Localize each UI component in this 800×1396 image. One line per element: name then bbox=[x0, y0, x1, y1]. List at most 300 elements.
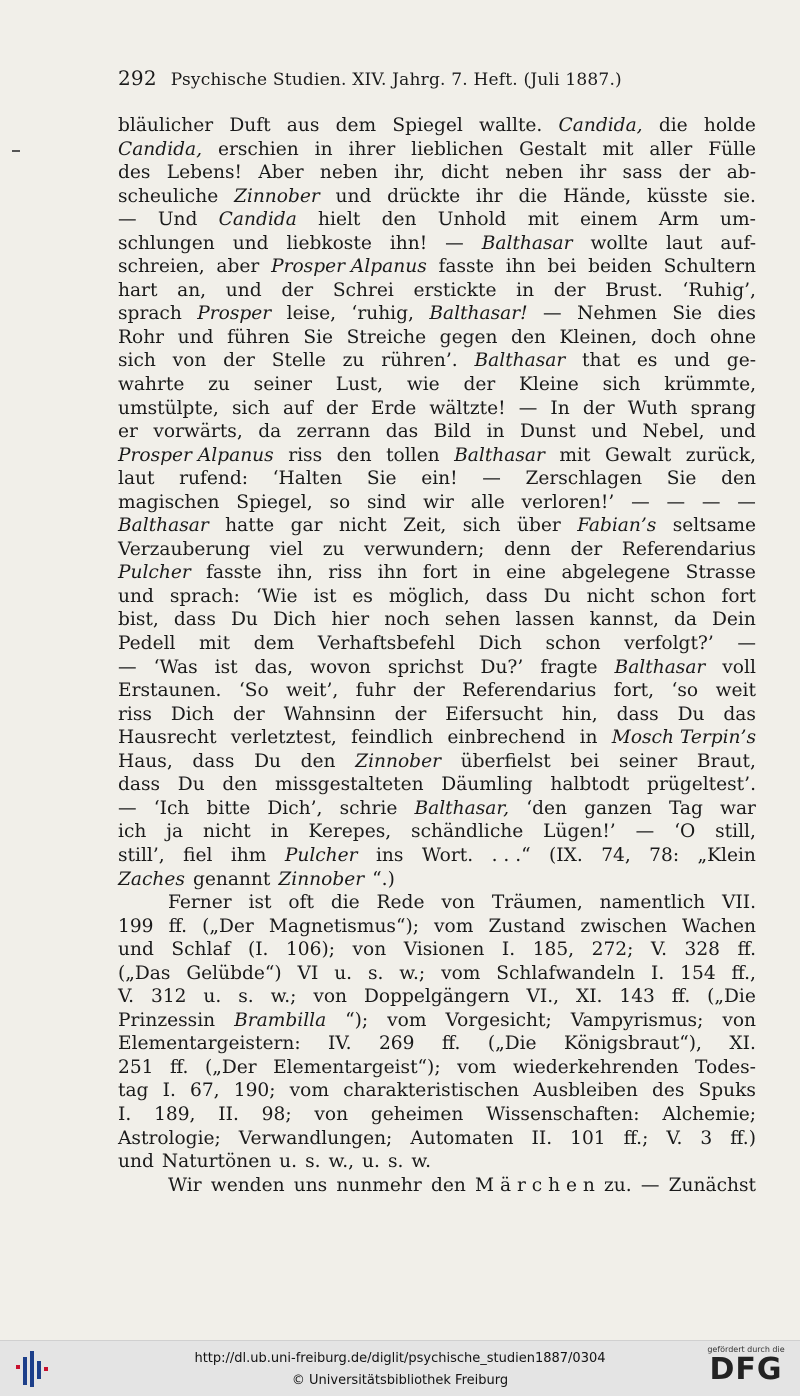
text-line bbox=[118, 773, 756, 797]
word: einbrechend bbox=[447, 727, 566, 749]
word: dass bbox=[173, 609, 216, 631]
word: gar bbox=[290, 515, 323, 537]
italic-word: Balthasar bbox=[614, 656, 706, 678]
word: aus bbox=[286, 115, 320, 136]
word: vom bbox=[289, 1080, 329, 1102]
word: Hände, bbox=[563, 185, 632, 207]
word: s. bbox=[238, 986, 254, 1008]
word: missgestalteten bbox=[275, 774, 424, 796]
word: Wissenschaften: bbox=[486, 1103, 640, 1125]
word: Rohr bbox=[118, 326, 165, 348]
text-line bbox=[118, 891, 756, 915]
word: doch bbox=[650, 326, 697, 348]
word: Nehmen bbox=[577, 303, 657, 325]
word: Verzauberung bbox=[118, 538, 251, 560]
word: sprichst bbox=[387, 656, 464, 678]
word: riss bbox=[118, 703, 152, 725]
word: Referendarius bbox=[462, 680, 597, 702]
word: s. bbox=[367, 962, 384, 984]
word: den bbox=[336, 444, 372, 466]
word: küsste bbox=[646, 185, 708, 207]
word: charakteristischen bbox=[343, 1080, 520, 1102]
word: ihrer bbox=[348, 138, 396, 160]
word: uns bbox=[293, 1174, 328, 1196]
word: — bbox=[482, 468, 501, 490]
word: oft bbox=[288, 892, 314, 914]
text-line bbox=[118, 1056, 756, 1080]
word: VI bbox=[297, 962, 319, 984]
word: tollen bbox=[386, 444, 440, 466]
word: magischen bbox=[118, 491, 220, 513]
word: der bbox=[394, 703, 427, 725]
word: 143 bbox=[619, 986, 655, 1008]
word: Unhold bbox=[437, 209, 507, 231]
italic-word: Zinnober bbox=[233, 185, 320, 207]
word: ihn! bbox=[389, 232, 428, 254]
word: Hausrecht bbox=[118, 727, 217, 749]
text-line bbox=[118, 538, 756, 562]
word: Gewalt bbox=[604, 444, 672, 466]
word: 190; bbox=[233, 1080, 276, 1102]
text-line bbox=[118, 514, 756, 538]
word: XI. bbox=[729, 1033, 756, 1055]
word: Magnetismus“); bbox=[268, 915, 419, 937]
word: seltsame bbox=[672, 515, 756, 537]
word: Zeit, bbox=[403, 515, 447, 537]
word: geheimen bbox=[370, 1103, 464, 1125]
word: zwischen bbox=[580, 915, 667, 937]
word: Lust, bbox=[335, 374, 384, 396]
word: V. bbox=[666, 1127, 683, 1149]
word: 328 bbox=[684, 939, 720, 961]
word: ohne bbox=[709, 326, 756, 348]
word: die bbox=[330, 892, 360, 914]
word: Dunst bbox=[519, 421, 576, 443]
word: zu bbox=[322, 538, 345, 560]
word: wovon bbox=[310, 656, 371, 678]
word: zu bbox=[208, 374, 230, 396]
word: schon bbox=[650, 585, 706, 607]
word: dicht bbox=[441, 162, 489, 184]
word: Lebens! bbox=[166, 162, 243, 184]
word: VI., bbox=[526, 986, 560, 1008]
word: Nebel, bbox=[642, 421, 705, 443]
word: ihr bbox=[579, 162, 607, 184]
word: mit bbox=[559, 444, 591, 466]
text-line bbox=[118, 915, 756, 939]
word: dem bbox=[335, 115, 377, 136]
italic-word: Prosper bbox=[197, 303, 272, 325]
word: 269 bbox=[378, 1033, 415, 1055]
word: dass bbox=[485, 585, 528, 607]
text-line bbox=[118, 161, 756, 185]
text-line bbox=[118, 1079, 756, 1103]
word: w.; bbox=[270, 986, 297, 1008]
word: von bbox=[722, 1009, 756, 1031]
word: und bbox=[118, 939, 154, 961]
word: schrie bbox=[339, 797, 398, 819]
word: nunmehr bbox=[336, 1174, 422, 1196]
word: Ausbleiben bbox=[533, 1080, 638, 1102]
word: Eifersucht bbox=[445, 703, 543, 725]
word: sich bbox=[231, 397, 270, 419]
word: lassen bbox=[515, 609, 575, 631]
word: IV. bbox=[328, 1033, 352, 1055]
word: dass bbox=[118, 774, 161, 796]
word: den bbox=[721, 468, 756, 490]
word: V. bbox=[118, 986, 135, 1008]
word: ist bbox=[248, 892, 272, 914]
word: vorwärts, bbox=[153, 421, 243, 443]
word: Pedell bbox=[118, 633, 176, 655]
text-line bbox=[118, 962, 756, 986]
running-header bbox=[118, 66, 758, 90]
word: rühren’. bbox=[381, 350, 458, 372]
text-line bbox=[118, 255, 756, 279]
word: Elementargeistern: bbox=[118, 1033, 301, 1055]
word: sich bbox=[118, 350, 156, 372]
word: 98; bbox=[261, 1103, 292, 1125]
word: von bbox=[172, 350, 207, 372]
word: wallte. bbox=[479, 115, 543, 136]
text-line bbox=[118, 397, 756, 421]
text-line bbox=[118, 703, 756, 727]
word: weit’, bbox=[286, 680, 339, 702]
word: in bbox=[486, 421, 505, 443]
word: Spiegel bbox=[392, 115, 463, 136]
word: Und bbox=[157, 209, 198, 231]
word: Elementargeist“); bbox=[273, 1056, 441, 1078]
word: zu. bbox=[604, 1174, 632, 1196]
word: wältzte! bbox=[429, 397, 506, 419]
word: der bbox=[232, 703, 265, 725]
word: schlungen bbox=[118, 232, 215, 254]
word: — bbox=[737, 633, 756, 655]
word: Vorgesicht; bbox=[445, 1009, 552, 1031]
text-line bbox=[118, 679, 756, 703]
word: und bbox=[720, 421, 756, 443]
word: Stelle bbox=[271, 350, 326, 372]
dfg-logo[interactable] bbox=[700, 1345, 792, 1386]
word: — bbox=[640, 1174, 660, 1196]
word: verletztest, bbox=[230, 727, 337, 749]
word: da bbox=[258, 421, 282, 443]
word: ihn, bbox=[277, 562, 313, 584]
word: s. bbox=[387, 1151, 404, 1173]
italic-word: Fabian’s bbox=[577, 515, 657, 537]
word: fasste bbox=[206, 562, 262, 584]
word: Dich’, bbox=[267, 797, 323, 819]
word: tag bbox=[118, 1080, 149, 1102]
text-line bbox=[118, 444, 756, 468]
word: drückte bbox=[387, 185, 461, 207]
word: alle bbox=[470, 491, 505, 513]
word: der bbox=[463, 374, 496, 396]
word: Bild bbox=[433, 421, 472, 443]
word: wir bbox=[423, 491, 454, 513]
text-line bbox=[118, 1174, 756, 1198]
word: zu bbox=[342, 350, 365, 372]
word: Wachen bbox=[682, 915, 756, 937]
word: sind bbox=[366, 491, 407, 513]
word: Sie bbox=[303, 326, 334, 348]
word: über bbox=[517, 515, 561, 537]
word: wollte bbox=[590, 232, 648, 254]
word: Kleinen, bbox=[559, 326, 638, 348]
word: ihr, bbox=[394, 162, 425, 184]
word: dem bbox=[253, 633, 295, 655]
word: Wahnsinn bbox=[283, 703, 376, 725]
word: in bbox=[270, 821, 289, 843]
word: prügeltest’. bbox=[647, 774, 756, 796]
word: — bbox=[543, 303, 562, 325]
word: mit bbox=[527, 209, 559, 231]
word: („Die bbox=[487, 1033, 537, 1055]
word: Astrologie; bbox=[118, 1127, 221, 1149]
word: überfielst bbox=[460, 750, 551, 772]
text-line bbox=[118, 797, 756, 821]
word: Fülle bbox=[708, 138, 756, 160]
word: und bbox=[118, 585, 154, 607]
word: er bbox=[118, 421, 138, 443]
word: in bbox=[579, 727, 598, 749]
word: krümmte, bbox=[664, 374, 756, 396]
word: ja bbox=[166, 821, 184, 843]
text-line bbox=[118, 302, 756, 326]
word: ff. bbox=[737, 939, 756, 961]
word: Vampyrismus; bbox=[570, 1009, 704, 1031]
word: Schultern bbox=[663, 256, 756, 278]
word: feindlich bbox=[351, 727, 434, 749]
word: riss bbox=[288, 444, 323, 466]
word: laut bbox=[665, 232, 703, 254]
word: verloren!’ bbox=[521, 491, 615, 513]
word: riss bbox=[328, 562, 363, 584]
word: 78: bbox=[649, 844, 680, 866]
word: weit bbox=[715, 680, 756, 702]
word: es bbox=[352, 585, 373, 607]
italic-word: Balthasar bbox=[454, 444, 545, 466]
text-line bbox=[118, 608, 756, 632]
italic-word: Zaches bbox=[118, 868, 185, 890]
word: “); bbox=[345, 1009, 369, 1031]
word: neben bbox=[505, 162, 564, 184]
word: 251 bbox=[118, 1056, 154, 1078]
text-line bbox=[118, 585, 756, 609]
word: des bbox=[118, 162, 151, 184]
word: Erde bbox=[370, 397, 417, 419]
italic-word: Candida bbox=[218, 209, 297, 231]
word: („Die bbox=[707, 986, 756, 1008]
word: in bbox=[516, 279, 535, 301]
italic-word: Pulcher bbox=[284, 844, 358, 866]
italic-word: Balthasar! bbox=[429, 303, 528, 325]
word: sprach bbox=[118, 303, 182, 325]
word: w.; bbox=[399, 962, 426, 984]
word: seiner bbox=[253, 374, 313, 396]
word: 106); bbox=[285, 939, 335, 961]
word: ganzen bbox=[584, 797, 652, 819]
word: bei bbox=[570, 750, 600, 772]
running-title: Psychische Studien. XIV. Jahrg. 7. Heft. (Juli 1887.) bbox=[170, 70, 622, 90]
word: Schrei bbox=[332, 279, 394, 301]
word: rufend: bbox=[179, 468, 249, 490]
word: Arm bbox=[658, 209, 699, 231]
word: die bbox=[518, 185, 548, 207]
word: 312 bbox=[151, 986, 187, 1008]
word: bei bbox=[547, 256, 577, 278]
text-line bbox=[118, 844, 756, 868]
word: erstickte bbox=[413, 279, 497, 301]
word: — bbox=[118, 797, 137, 819]
word: dass bbox=[616, 703, 659, 725]
word: sie. bbox=[723, 185, 756, 207]
word: wie bbox=[406, 374, 440, 396]
word: den bbox=[381, 209, 417, 231]
word: bläulicher bbox=[118, 115, 214, 136]
word: Aber bbox=[258, 162, 304, 184]
word: zurück, bbox=[685, 444, 756, 466]
word: halbtodt bbox=[550, 774, 630, 796]
word: dies bbox=[717, 303, 756, 325]
text-line bbox=[118, 561, 756, 585]
word: holde bbox=[703, 115, 756, 136]
word: ff. bbox=[671, 986, 691, 1008]
word: und bbox=[674, 350, 711, 372]
word: und bbox=[118, 1151, 154, 1173]
italic-word: Balthasar bbox=[474, 350, 566, 372]
word: verwundern; bbox=[364, 538, 485, 560]
word: ‘ruhig, bbox=[351, 303, 414, 325]
word: ff. bbox=[169, 1056, 189, 1078]
italic-word: Candida, bbox=[118, 138, 203, 160]
word: der bbox=[553, 279, 586, 301]
word: neben bbox=[319, 162, 378, 184]
word: Strasse bbox=[685, 562, 756, 584]
word: abgelegene bbox=[561, 562, 671, 584]
word: von bbox=[352, 939, 387, 961]
word: voll bbox=[722, 656, 756, 678]
word: ‘Ruhig’, bbox=[682, 279, 756, 301]
word: s. bbox=[305, 1151, 321, 1173]
word: liebkoste bbox=[286, 232, 372, 254]
word: Alchemie; bbox=[662, 1103, 756, 1125]
word: II. bbox=[531, 1127, 553, 1149]
margin-mark bbox=[12, 150, 20, 152]
word: laut bbox=[118, 468, 155, 490]
word: vom bbox=[434, 915, 474, 937]
word: fasste bbox=[438, 256, 495, 278]
word: — bbox=[666, 491, 686, 513]
text-line bbox=[118, 938, 756, 962]
word: da bbox=[673, 609, 697, 631]
word: ‘O bbox=[674, 821, 696, 843]
word: hielt bbox=[318, 209, 361, 231]
word: noch bbox=[384, 609, 430, 631]
italic-word: Zinnober bbox=[278, 868, 365, 890]
word: seiner bbox=[618, 750, 678, 772]
word: nicht bbox=[586, 585, 635, 607]
word: Tag bbox=[668, 797, 703, 819]
word: („Der bbox=[204, 1056, 257, 1078]
word: erschien bbox=[217, 138, 299, 160]
word: sass bbox=[622, 162, 663, 184]
word: kannst, bbox=[589, 609, 659, 631]
page-text bbox=[118, 114, 756, 1197]
word: ‘den bbox=[526, 797, 567, 819]
word: einem bbox=[580, 209, 638, 231]
word: genannt bbox=[192, 868, 271, 890]
word: Schlafwandeln bbox=[496, 962, 636, 984]
word: ‘So bbox=[238, 680, 269, 702]
text-line bbox=[118, 1127, 756, 1151]
text-line bbox=[118, 1032, 756, 1056]
italic-word: Prosper Alpanus bbox=[118, 444, 274, 466]
word: VII. bbox=[721, 892, 756, 914]
word: 272; bbox=[591, 939, 634, 961]
word: eine bbox=[506, 562, 547, 584]
text-line bbox=[118, 1150, 756, 1174]
word: Todes- bbox=[695, 1056, 756, 1078]
word: ein! bbox=[421, 468, 458, 490]
word: der bbox=[412, 680, 445, 702]
text-line bbox=[118, 185, 756, 209]
word: ihr bbox=[475, 185, 503, 207]
word: hin, bbox=[561, 703, 598, 725]
word: fort bbox=[422, 562, 458, 584]
word: nicht bbox=[338, 515, 387, 537]
word: ‘Halten bbox=[272, 468, 343, 490]
word: der bbox=[570, 538, 603, 560]
word: ff. bbox=[168, 915, 188, 937]
word: dass bbox=[192, 750, 235, 772]
word: („Der bbox=[202, 915, 254, 937]
word: I. bbox=[501, 939, 516, 961]
word: Wuth bbox=[627, 397, 678, 419]
word: “.) bbox=[372, 868, 395, 890]
word: nicht bbox=[202, 821, 251, 843]
word: Visionen bbox=[403, 939, 485, 961]
word: — bbox=[635, 821, 655, 843]
word: V. bbox=[650, 939, 667, 961]
word: des bbox=[651, 1080, 685, 1102]
word: Kerepes, bbox=[308, 821, 392, 843]
source-url-link[interactable]: http://dl.ub.uni-freiburg.de/diglit/psychische_studien1887/0304 bbox=[194, 1351, 606, 1366]
text-line bbox=[118, 373, 756, 397]
word: mit bbox=[199, 633, 231, 655]
italic-word: Prosper Alpanus bbox=[271, 256, 427, 278]
word: w., bbox=[328, 1151, 355, 1173]
word: umstülpte, bbox=[118, 397, 219, 419]
word: Streiche bbox=[346, 326, 427, 348]
word: wenden bbox=[210, 1174, 285, 1196]
word: um- bbox=[720, 209, 756, 231]
word: Wort. bbox=[421, 844, 474, 866]
word: ge- bbox=[726, 350, 756, 372]
word: mit bbox=[602, 138, 634, 160]
word: bist, bbox=[118, 609, 159, 631]
word: schreien, bbox=[118, 256, 205, 278]
word: der bbox=[582, 397, 615, 419]
text-line bbox=[118, 208, 756, 232]
word: 189, bbox=[154, 1103, 196, 1125]
text-line bbox=[118, 820, 756, 844]
word: den bbox=[222, 774, 258, 796]
word: 74, bbox=[601, 844, 631, 866]
text-line bbox=[118, 420, 756, 444]
text-line bbox=[118, 279, 756, 303]
word: das, bbox=[254, 656, 294, 678]
